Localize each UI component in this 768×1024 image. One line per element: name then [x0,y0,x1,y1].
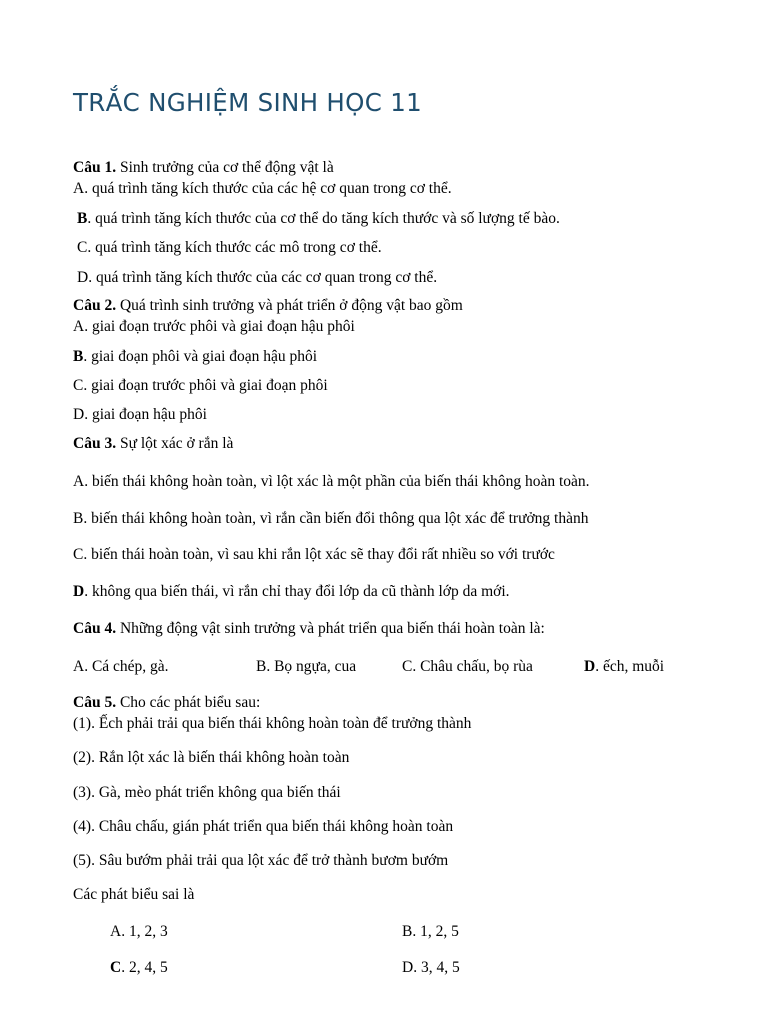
option-letter: D [73,583,85,600]
question-5-option-b [402,922,459,942]
question-label: Câu 3. [73,435,117,452]
option-text: . không qua biến thái, vì rắn chỉ thay đổi lớp da cũ thành lớp da mới. [84,583,510,600]
question-2-option-b [73,347,317,367]
option-text: B. 1, 2, 5 [402,923,459,940]
statement-2: (2). Rắn lột xác là biến thái không hoàn toàn [73,749,350,766]
question-3-option-c [73,545,555,565]
option-text: A. giai đoạn trước phôi và giai đoạn hậu phôi [73,318,355,335]
question-text: Sự lột xác ở rắn là [116,435,234,452]
question-text: Sinh trưởng của cơ thể động vật là [116,159,334,176]
question-4-option-b [256,657,356,677]
question-2-option-d [73,405,207,425]
question-5-option-d [402,958,460,978]
option-letter: B [73,348,84,365]
option-text: A. Cá chép, gà. [73,658,169,675]
question-2-option-a [73,317,355,337]
statement-3: (3). Gà, mèo phát triển không qua biến thái [73,784,341,801]
option-text: A. 1, 2, 3 [110,923,168,940]
question-4-option-c [402,657,533,677]
option-letter: C [110,959,122,976]
statement-4: (4). Châu chấu, gián phát triển qua biến thái không hoàn toàn [73,818,454,835]
option-text: C. Châu chấu, bọ rùa [402,658,533,675]
statement-5: (5). Sâu bướm phải trải qua lột xác để trở thành bươm bướm [73,852,449,869]
question-1-option-d [77,268,437,288]
question-text: Những động vật sinh trưởng và phát triển qua biến thái hoàn toàn là: [116,620,545,637]
option-text: D. quá trình tăng kích thước của các cơ quan trong cơ thể. [77,269,438,286]
option-text: A. quá trình tăng kích thước của các hệ cơ quan trong cơ thể. [73,180,452,197]
statement-1: (1). Ếch phải trải qua biến thái không hoàn toàn để trưởng thành [73,715,472,732]
question-text: Quá trình sinh trưởng và phát triển ở động vật bao gồm [116,297,463,314]
question-1 [73,158,334,178]
question-2 [73,296,463,316]
question-3 [73,434,233,454]
option-text: C. biến thái hoàn toàn, vì sau khi rắn lột xác sẽ thay đổi rất nhiều so với trước [73,546,555,563]
question-3-option-d [73,582,510,602]
option-text: C. giai đoạn trước phôi và giai đoạn phôi [73,377,328,394]
option-text: D. 3, 4, 5 [402,959,460,976]
option-text: . ếch, muỗi [595,658,665,675]
question-label: Câu 1. [73,159,117,176]
question-4-option-d [584,657,664,677]
question-label: Câu 5. [73,694,117,711]
question-4-option-a [73,657,169,677]
question-2-option-c [73,376,328,396]
question-5-option-a [110,922,168,942]
option-text: B. biến thái không hoàn toàn, vì rắn cần biến đổi thông qua lột xác để trưởng thành [73,510,589,527]
option-text: A. biến thái không hoàn toàn, vì lột xác là một phần của biến thái không hoàn toàn. [73,473,590,490]
question-5-option-c [110,958,168,978]
option-text: B. Bọ ngựa, cua [256,658,357,675]
question-1-option-c [77,238,382,258]
question-4 [73,619,545,639]
option-text: D. giai đoạn hậu phôi [73,406,207,423]
option-letter: B [77,210,88,227]
question-5-prompt: Các phát biểu sai là [73,886,195,903]
option-letter: D [584,658,596,675]
option-text: . quá trình tăng kích thước của cơ thể do tăng kích thước và số lượng tế bào. [87,210,560,227]
option-text: . 2, 4, 5 [121,959,168,976]
question-text: Cho các phát biểu sau: [116,694,261,711]
document-title: TRẮC NGHIỆM SINH HỌC 11 [73,88,423,117]
question-5 [73,693,260,713]
question-1-option-b [77,209,560,229]
question-3-option-b [73,509,589,529]
question-label: Câu 4. [73,620,117,637]
option-text: . giai đoạn phôi và giai đoạn hậu phôi [83,348,318,365]
question-label: Câu 2. [73,297,117,314]
option-text: C. quá trình tăng kích thước các mô trong cơ thể. [77,239,382,256]
question-1-option-a [73,179,452,199]
question-3-option-a [73,472,590,492]
